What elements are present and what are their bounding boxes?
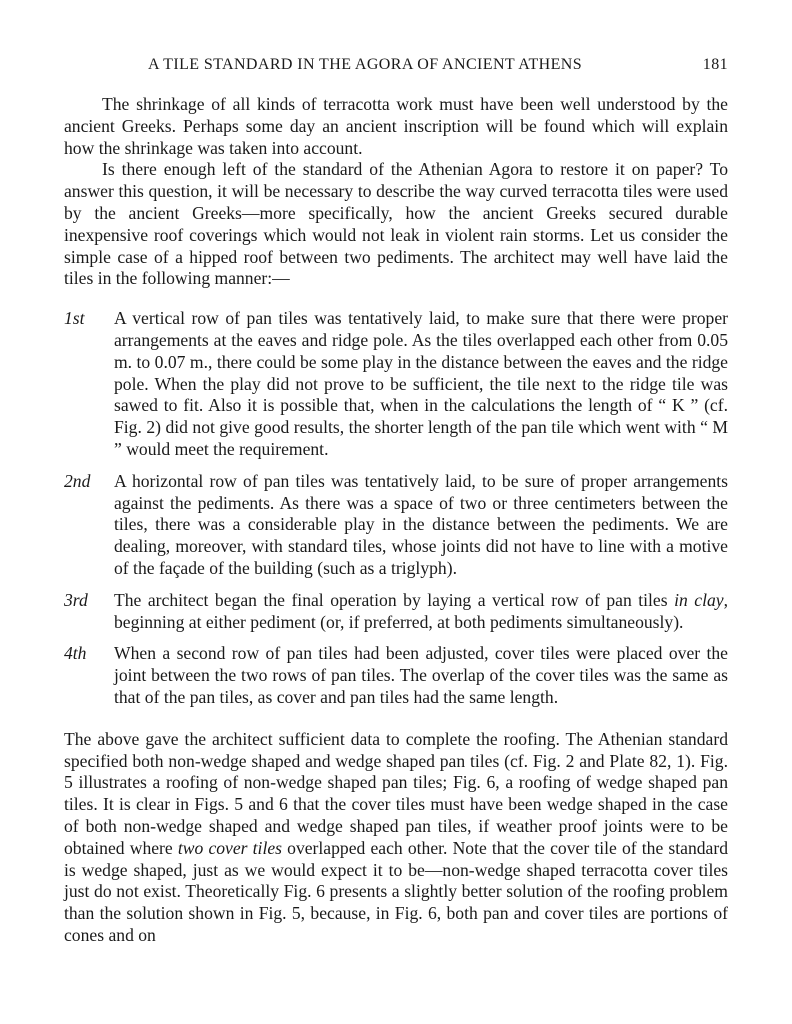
closing-paragraph	[64, 729, 728, 947]
intro-paragraph-1: The shrinkage of all kinds of terracotta work must have been well understood by the ancient Greeks. Perhaps some day an ancient inscription will be found which will explain how the shrinkage was taken into account.	[64, 94, 728, 158]
step-label: 2nd	[64, 470, 91, 491]
running-title: A TILE STANDARD IN THE AGORA OF ANCIENT ATHENS	[148, 56, 583, 73]
step-list	[64, 308, 728, 709]
step-text	[114, 590, 728, 634]
step-item	[64, 590, 728, 634]
step-item	[64, 308, 728, 461]
step-label: 1st	[64, 308, 85, 329]
document-page	[64, 52, 728, 947]
step-text: A vertical row of pan tiles was tentatively laid, to make sure that there were proper arrangements at the eaves and ridge pole. As the tiles overlapped each other from 0.05 m. to 0.07 m., there could be some play in the distance between the eaves and the ridge pole. When the play did not prove to be sufficient, the tile next to the ridge tile was sawed to fit. Also it is possible that, when in the calculations the length of “ K ” (cf. Fig. 2) did not give good results, the shorter length of the pan tile which went with “ M ” would meet the requirement.	[114, 308, 728, 459]
intro-paragraph-2: Is there enough left of the standard of the Athenian Agora to restore it on paper? To answer this question, it will be necessary to describe the way curved terracotta tiles were used by the ancient Greeks—more specifically, how the ancient Greeks secured durable inexpensive roof coverings which would not leak in violent rain storms. Let us consider the simple case of a hipped roof between two pediments. The architect may well have laid the tiles in the following manner:—	[64, 159, 728, 289]
step-label: 4th	[64, 643, 87, 664]
step-text: When a second row of pan tiles had been adjusted, cover tiles were placed over the joint between the two rows of pan tiles. The overlap of the cover tiles was the same as that of the pan tiles, as cover and pan tiles had the same length.	[114, 643, 728, 707]
step-item	[64, 471, 728, 580]
step-text-emphasis: in clay	[674, 589, 724, 610]
step-text-part: , beginning at either pediment (or, if preferred, at both pediments simultaneously).	[114, 589, 728, 632]
closing-text-part: overlapped each other. Note that the cover tile of the standard is wedge shaped, just as we would expect it to be—non-wedge shaped terracotta cover tiles just do not exist. Theoretically Fig. 6 presents a slightly better solution of the roofing problem than the solution shown in Fig. 5, because, in Fig. 6, both pan and cover tiles are portions of cones and on	[64, 837, 729, 945]
step-label: 3rd	[64, 589, 88, 610]
step-text: A horizontal row of pan tiles was tentatively laid, to be sure of proper arrangements against the pediments. As there was a space of two or three centimeters between the tiles, there was a considerable play in the distance between the pediments. We are dealing, moreover, with standard tiles, whose joints did not have to line with a motive of the façade of the building (such as a triglyph).	[114, 470, 728, 578]
closing-text-part: The above gave the architect sufficient data to complete the roofing. The Athenian standard specified both non-wedge shaped and wedge shaped pan tiles (cf. Fig. 2 and Plate 82, 1). Fig. 5 illustrates a roofing of non-wedge shaped pan tiles; Fig. 6, a roofing of wedge shaped pan tiles. It is clear in Figs. 5 and 6 that the cover tiles must have been wedge shaped in the case of both non-wedge shaped and wedge shaped pan tiles, if weather proof joints were to be obtained where	[64, 728, 728, 858]
step-item	[64, 643, 728, 708]
step-text-part: The architect began the final operation by laying a vertical row of pan tiles	[114, 589, 675, 610]
closing-text-emphasis: two cover tiles	[177, 837, 282, 858]
page-number: 181	[702, 56, 728, 73]
running-header	[64, 52, 728, 80]
